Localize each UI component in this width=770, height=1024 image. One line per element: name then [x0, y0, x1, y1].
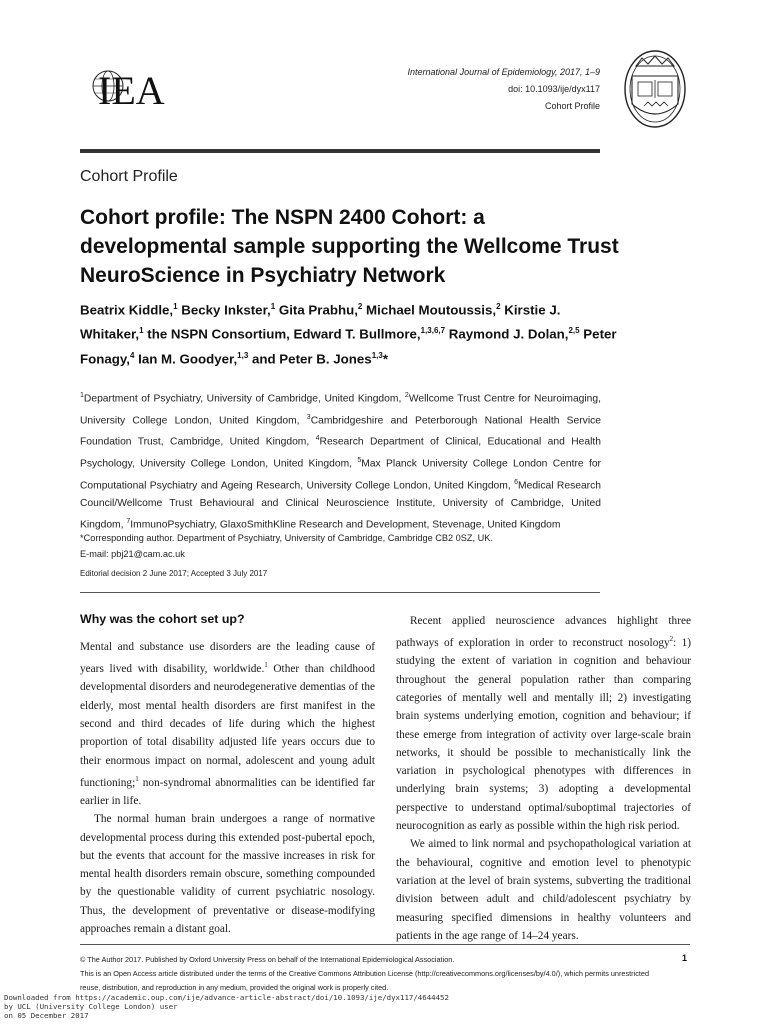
iea-logo [90, 66, 200, 110]
author-list: Beatrix Kiddle,$^1$ Becky Inkster,$^1$ Gita Prabhu,$^2$ Michael Moutoussis,$^2$ Kirstie J. Whitaker,$^1$ the NSPN Consortium, Edward T. Bullmore,$^{1,3,6,7}$ Raymond J. Dolan,$^{2,5}$ Peter Fonagy,$^4$ Ian M. Goodyer,$^{1,3}$ and Peter B. Jones$^{1,3}$* [80, 302, 617, 367]
paragraph: The normal human brain undergoes a range of normative developmental process during this extended post-pubertal epoch, but the events that account for the massive increases in risk for mental health disorders remain obscure, something compounded by the questionable validity of current psychiatric nosology. Thus, the development of preventative or disease-modifying approaches remain a distant goal. [80, 813, 375, 935]
doi[interactable]: doi: 10.1093/ije/dyx117 [508, 84, 600, 94]
download-line: on 05 December 2017 [4, 1011, 89, 1020]
journal-info [408, 64, 600, 115]
section-heading: Why was the cohort set up? [80, 612, 245, 626]
journal-citation: International Journal of Epidemiology, 2017, 1–9 [407, 67, 600, 77]
footer-rule [80, 944, 690, 945]
author: Raymond J. Dolan, [445, 326, 569, 342]
paragraph: We aimed to link normal and psychopathological variation at the behavioural, cognitive and emotion level to phenotypic variation at the level of brain systems, subverting the traditional division between adult and child/adolescent psychiatry by measuring specified dimensions in healthy volunteers and patients in the age range of 14–24 years. [396, 838, 691, 942]
section-label: Cohort Profile [80, 168, 178, 185]
affiliation: Cambridgeshire and Peterborough National Health Service Foundation Trust, Cambridge, United Kingdom, [80, 415, 601, 448]
footer [80, 953, 670, 995]
article-title: Cohort profile: The NSPN 2400 Cohort: a developmental sample supporting the Wellcome Trust NeuroScience in Psychiatry Network [80, 206, 619, 287]
paragraph: Recent applied neuroscience advances highlight three pathways of exploration in order to reconstruct nosology$^2$: 1) studying the extent of variation in cognition and behaviour throughout the general population rather than comparing categories of mentally well and mentally ill; 2) investigating brain systems underlying emotion, cognition and behaviour; if these emerge from integration of activity over large-scale brain networks, it should be possible to mechanistically link the variation in psychological phenotypes with differences in underlying brain systems; 3) adopting a developmental perspective to understand optimal/suboptimal trajectories of neurocognition as early as possible within the high risk period. [396, 615, 691, 833]
reference-link[interactable]: 2 [669, 635, 674, 644]
author: and Peter B. Jones [248, 351, 372, 367]
left-column [80, 638, 375, 938]
author: Gita Prabhu, [275, 302, 358, 318]
divider [80, 592, 600, 593]
author: * [382, 351, 388, 367]
author: Beatrix Kiddle, [80, 302, 174, 318]
affiliation: ImmunoPsychiatry, GlaxoSmithKline Research and Development, Stevenage, United Kingdom [130, 519, 561, 531]
page-number: 1 [682, 953, 688, 963]
affiliations: $^1$Department of Psychiatry, University of Cambridge, United Kingdom, $^2$Wellcome Trust Centre for Neuroimaging, University College London, United Kingdom, $^3$Cambridgeshire and Peterborough National Health Service Foundation Trust, Cambridge, United Kingdom, $^4$Research Department of Clinical, Educational and Health Psychology, University College London, United Kingdom, $^5$Max Planck University College London Centre for Computational Psychiatry and Ageing Research, University College London, United Kingdom, $^6$Medical Research Council/Wellcome Trust Behavioural and Clinical Neuroscience Institute, University of Cambridge, United Kingdom, $^7$ImmunoPsychiatry, GlaxoSmithKline Research and Development, Stevenage, United Kingdom [80, 392, 601, 531]
affiliation: Research Department of Clinical, Educational and Health Psychology, University College London, United Kingdom, [80, 436, 601, 470]
header-rule [80, 149, 600, 153]
corresponding-author: *Corresponding author. Department of Psychiatry, University of Cambridge, Cambridge CB2 0SZ, UK. [80, 533, 493, 543]
download-line: by UCL (University College London) user [4, 1002, 178, 1011]
author: the NSPN Consortium, Edward T. Bullmore, [143, 326, 421, 342]
editorial-dates: Editorial decision 2 June 2017; Accepted 3 July 2017 [80, 569, 268, 578]
affiliation: Department of Psychiatry, University of Cambridge, United Kingdom, [83, 393, 405, 405]
oup-seal-icon [620, 46, 690, 132]
right-column [396, 612, 691, 945]
author: Becky Inkster, [177, 302, 271, 318]
reference-link[interactable]: 1 [264, 661, 268, 670]
author: Kirstie J. Whitaker, [80, 302, 561, 342]
affiliation: Wellcome Trust Centre for Neuroimaging, University College London, United Kingdom, [80, 393, 601, 427]
svg-text:IEA: IEA [98, 68, 165, 110]
reference-link[interactable]: 1 [135, 774, 139, 783]
paragraph: Mental and substance use disorders are the leading cause of years lived with disability, worldwide.$^1$ Other than childhood developmental disorders and neurodegenerative dementias of the elderly, most mental health disorders are first manifest in the second and third decades of life during which the highest proportion of total disability adjusted life years occurs due to their enormous impact on normal, adolescent and young adult functioning;$^1$ non-syndromal abnormalities can be identified far earlier in life. [80, 641, 375, 807]
article-type: Cohort Profile [544, 101, 600, 111]
author: Michael Moutoussis, [362, 302, 497, 318]
affiliation: Medical Research Council/Wellcome Trust Behavioural and Clinical Neuroscience Institute, University of Cambridge, United Kingdom, [80, 479, 601, 531]
copyright: © The Author 2017. Published by Oxford University Press on behalf of the International Epidemiological Association. [80, 955, 455, 964]
affiliation: Max Planck University College London Centre for Computational Psychiatry and Ageing Research, University College London, United Kingdom, [80, 458, 601, 491]
download-line: Downloaded from https://academic.oup.com/ije/advance-article-abstract/doi/10.1093/ije/dyx117/4644452 [4, 993, 449, 1002]
email-link[interactable]: E-mail: pbj21@cam.ac.uk [80, 549, 185, 559]
license: This is an Open Access article distributed under the terms of the Creative Commons Attribution License (http://creativecommons.org/licenses/by/4.0/), which permits unrestricted reuse, distribution, and reproduction in any medium, provided the original work is properly cited. [80, 969, 650, 992]
correspondence [80, 530, 620, 562]
author: Ian M. Goodyer, [134, 351, 238, 367]
author: Peter Fonagy, [80, 326, 617, 367]
download-stamp [4, 993, 449, 1020]
